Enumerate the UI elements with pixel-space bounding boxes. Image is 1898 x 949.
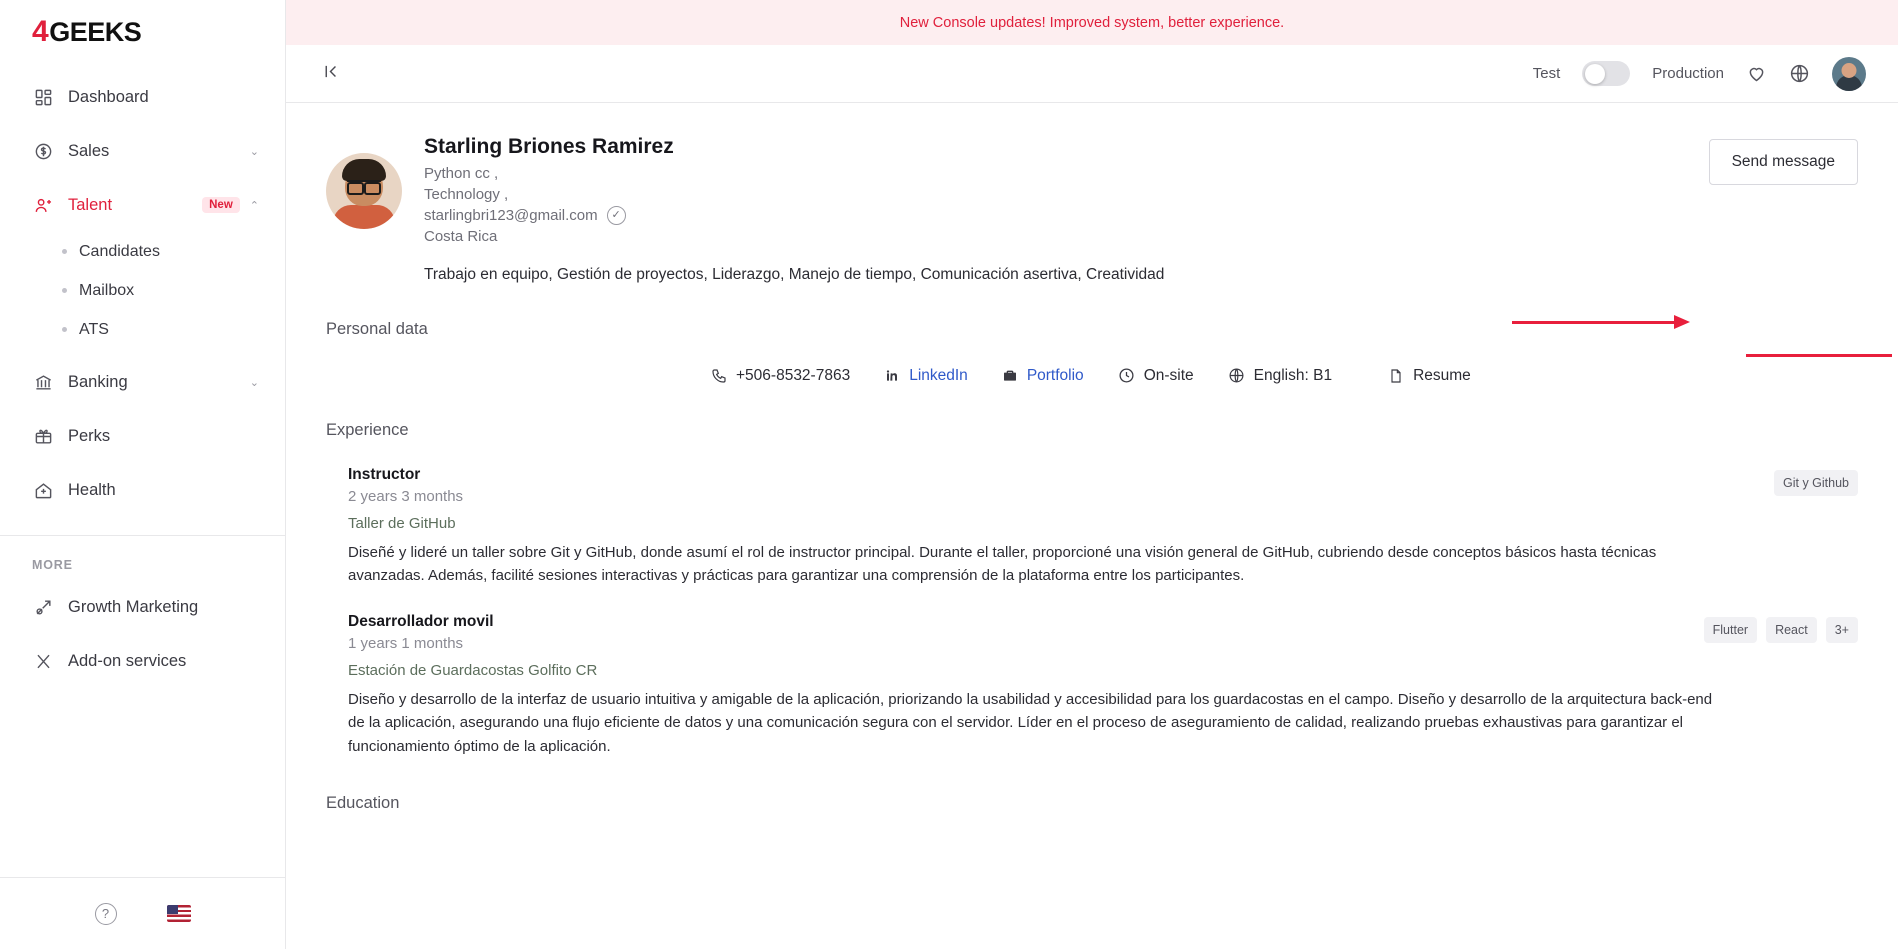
section-title-personal-data: Personal data <box>326 319 428 338</box>
chevron-up-icon: ⌃ <box>249 199 259 212</box>
personal-portfolio[interactable] <box>1002 367 1084 385</box>
sidebar-item-addon-services[interactable] <box>0 634 285 688</box>
bank-icon <box>32 371 54 393</box>
addon-icon <box>32 650 54 672</box>
env-production-label: Production <box>1652 65 1724 82</box>
sidebar-item-candidates[interactable] <box>0 232 285 271</box>
talent-icon <box>32 194 54 216</box>
experience-org: Estación de Guardacostas Golfito CR <box>348 662 598 680</box>
globe-icon[interactable] <box>1789 63 1810 84</box>
sidebar-item-growth-marketing[interactable] <box>0 580 285 634</box>
bullet-icon <box>62 288 67 293</box>
tag: React <box>1766 617 1817 643</box>
personal-onsite <box>1118 367 1194 385</box>
bullet-icon <box>62 249 67 254</box>
announcement-banner <box>286 0 1898 45</box>
dashboard-icon <box>32 86 54 108</box>
phone-icon <box>711 368 727 384</box>
section-title-experience: Experience <box>326 420 409 439</box>
personal-item-label: Resume <box>1413 366 1471 384</box>
sidebar <box>0 0 286 949</box>
sidebar-subitem-label: Mailbox <box>79 281 135 299</box>
talent-subnav <box>0 232 285 355</box>
announcement-text: New Console updates! Improved system, better experience. <box>899 14 1285 31</box>
section-title-education: Education <box>326 793 400 812</box>
experience-tags <box>1774 470 1858 496</box>
help-icon[interactable]: ? <box>95 903 117 925</box>
candidate-country: Costa Rica <box>424 228 498 246</box>
experience-entry <box>326 466 1858 588</box>
personal-english-level <box>1228 367 1332 385</box>
tag: Flutter <box>1704 617 1757 643</box>
sidebar-footer <box>0 877 285 949</box>
candidate-info <box>424 131 1858 284</box>
tag: Git y Github <box>1774 470 1858 496</box>
env-toggle[interactable] <box>1582 61 1630 86</box>
personal-data-row <box>711 367 1858 385</box>
avatar[interactable] <box>1832 57 1866 91</box>
sidebar-item-ats[interactable] <box>0 310 285 349</box>
chevron-down-icon: ⌄ <box>249 145 259 158</box>
linkedin-icon <box>884 368 900 384</box>
onsite-icon <box>1118 367 1135 384</box>
topbar <box>286 45 1898 103</box>
annotation-underline <box>1746 354 1892 357</box>
sidebar-item-health[interactable] <box>0 463 285 517</box>
sidebar-item-sales[interactable] <box>0 124 285 178</box>
experience-description: Diseñé y lideré un taller sobre Git y GitHub, donde asumí el rol de instructor principal. Durante el taller, proporcioné una visión general de GitHub, cubriendo desde conceptos básicos hasta técnicas avanzadas. Además, facilité sesiones interactivas y prácticas para garantizar una comprensión de la plataforma entre los participantes. <box>348 543 1657 584</box>
verified-check-icon: ✓ <box>607 206 626 225</box>
experience-duration: 1 years 1 months <box>348 635 464 653</box>
experience-tags <box>1704 617 1858 643</box>
sidebar-item-perks[interactable] <box>0 409 285 463</box>
sidebar-item-label: Health <box>68 480 116 499</box>
experience-duration: 2 years 3 months <box>348 487 464 505</box>
candidate-role: Python cc , <box>424 164 499 182</box>
sidebar-item-mailbox[interactable] <box>0 271 285 310</box>
personal-item-label: English: B1 <box>1253 366 1333 384</box>
perks-icon <box>32 425 54 447</box>
candidate-skills: Trabajo en equipo, Gestión de proyectos, Liderazgo, Manejo de tiempo, Comunicación asertiva, Creatividad <box>424 265 1165 283</box>
sidebar-item-label: Growth Marketing <box>68 597 199 616</box>
globe-icon <box>1228 367 1245 384</box>
sidebar-section-more: MORE <box>32 558 73 572</box>
toggle-knob <box>1585 64 1605 84</box>
sidebar-item-label: Perks <box>68 426 111 445</box>
status-badge: New <box>202 197 240 213</box>
candidate-profile-header <box>326 103 1858 284</box>
sidebar-item-talent[interactable] <box>0 178 285 232</box>
sidebar-item-dashboard[interactable] <box>0 70 285 124</box>
sidebar-item-banking[interactable] <box>0 355 285 409</box>
content-scroll <box>286 103 1898 949</box>
candidate-area: Technology , <box>424 185 509 203</box>
candidate-email[interactable]: starlingbri123@gmail.com <box>424 207 598 225</box>
topbar-actions <box>1533 57 1866 91</box>
personal-item-label: Portfolio <box>1026 366 1084 384</box>
annotation-arrow <box>1512 315 1690 329</box>
candidate-email-row <box>424 205 1858 226</box>
personal-phone[interactable] <box>711 367 850 385</box>
sales-icon <box>32 140 54 162</box>
personal-linkedin[interactable] <box>884 367 968 385</box>
experience-org: Taller de GitHub <box>348 514 456 532</box>
sidebar-item-label: Dashboard <box>68 87 149 106</box>
personal-item-label: LinkedIn <box>909 366 968 384</box>
tag-more[interactable]: 3+ <box>1826 617 1858 643</box>
experience-title: Desarrollador movil <box>348 613 494 631</box>
resume-icon <box>1388 368 1404 384</box>
sidebar-subitem-label: Candidates <box>79 242 160 260</box>
personal-resume[interactable] <box>1366 367 1471 385</box>
sidebar-item-label: Talent <box>68 195 113 214</box>
experience-entry <box>326 613 1858 758</box>
sidebar-item-label: Sales <box>68 141 110 160</box>
personal-item-label: +506-8532-7863 <box>736 366 851 384</box>
us-flag-icon[interactable] <box>167 905 191 922</box>
sidebar-nav <box>0 60 285 688</box>
brand-logo[interactable] <box>0 0 285 60</box>
page-title: Starling Briones Ramirez <box>424 135 674 158</box>
bullet-icon <box>62 327 67 332</box>
experience-description: Diseño y desarrollo de la interfaz de usuario intuitiva y amigable de la aplicación, priorizando la usabilidad y accesibilidad para los guardacostas en el campo. Diseño y desarrollo de la arquitectura back-end de la aplicación, asegurando una flujo eficiente de datos y una comunicación segura con el servidor. Líder en el proceso de aseguramiento de calidad, realizando pruebas exhaustivas para garantizar el funcionamiento óptimo de la aplicación. <box>348 691 1713 755</box>
favorites-heart-icon[interactable] <box>1746 63 1767 84</box>
logo-text: GEEKS <box>49 16 142 47</box>
env-test-label: Test <box>1532 65 1561 82</box>
sidebar-subitem-label: ATS <box>79 320 109 338</box>
main-area <box>286 0 1898 949</box>
chevron-down-icon: ⌄ <box>249 376 259 389</box>
collapse-sidebar-icon[interactable] <box>322 63 339 85</box>
sidebar-item-label: Banking <box>68 372 128 391</box>
logo-four: 4 <box>32 15 49 48</box>
send-message-button[interactable]: Send message <box>1709 139 1858 185</box>
briefcase-icon <box>1002 368 1018 384</box>
experience-title: Instructor <box>348 465 421 483</box>
growth-icon <box>32 596 54 618</box>
personal-item-label: On-site <box>1143 366 1194 384</box>
health-icon <box>32 479 54 501</box>
sidebar-item-label: Add-on services <box>68 651 187 670</box>
candidate-photo <box>326 153 402 229</box>
